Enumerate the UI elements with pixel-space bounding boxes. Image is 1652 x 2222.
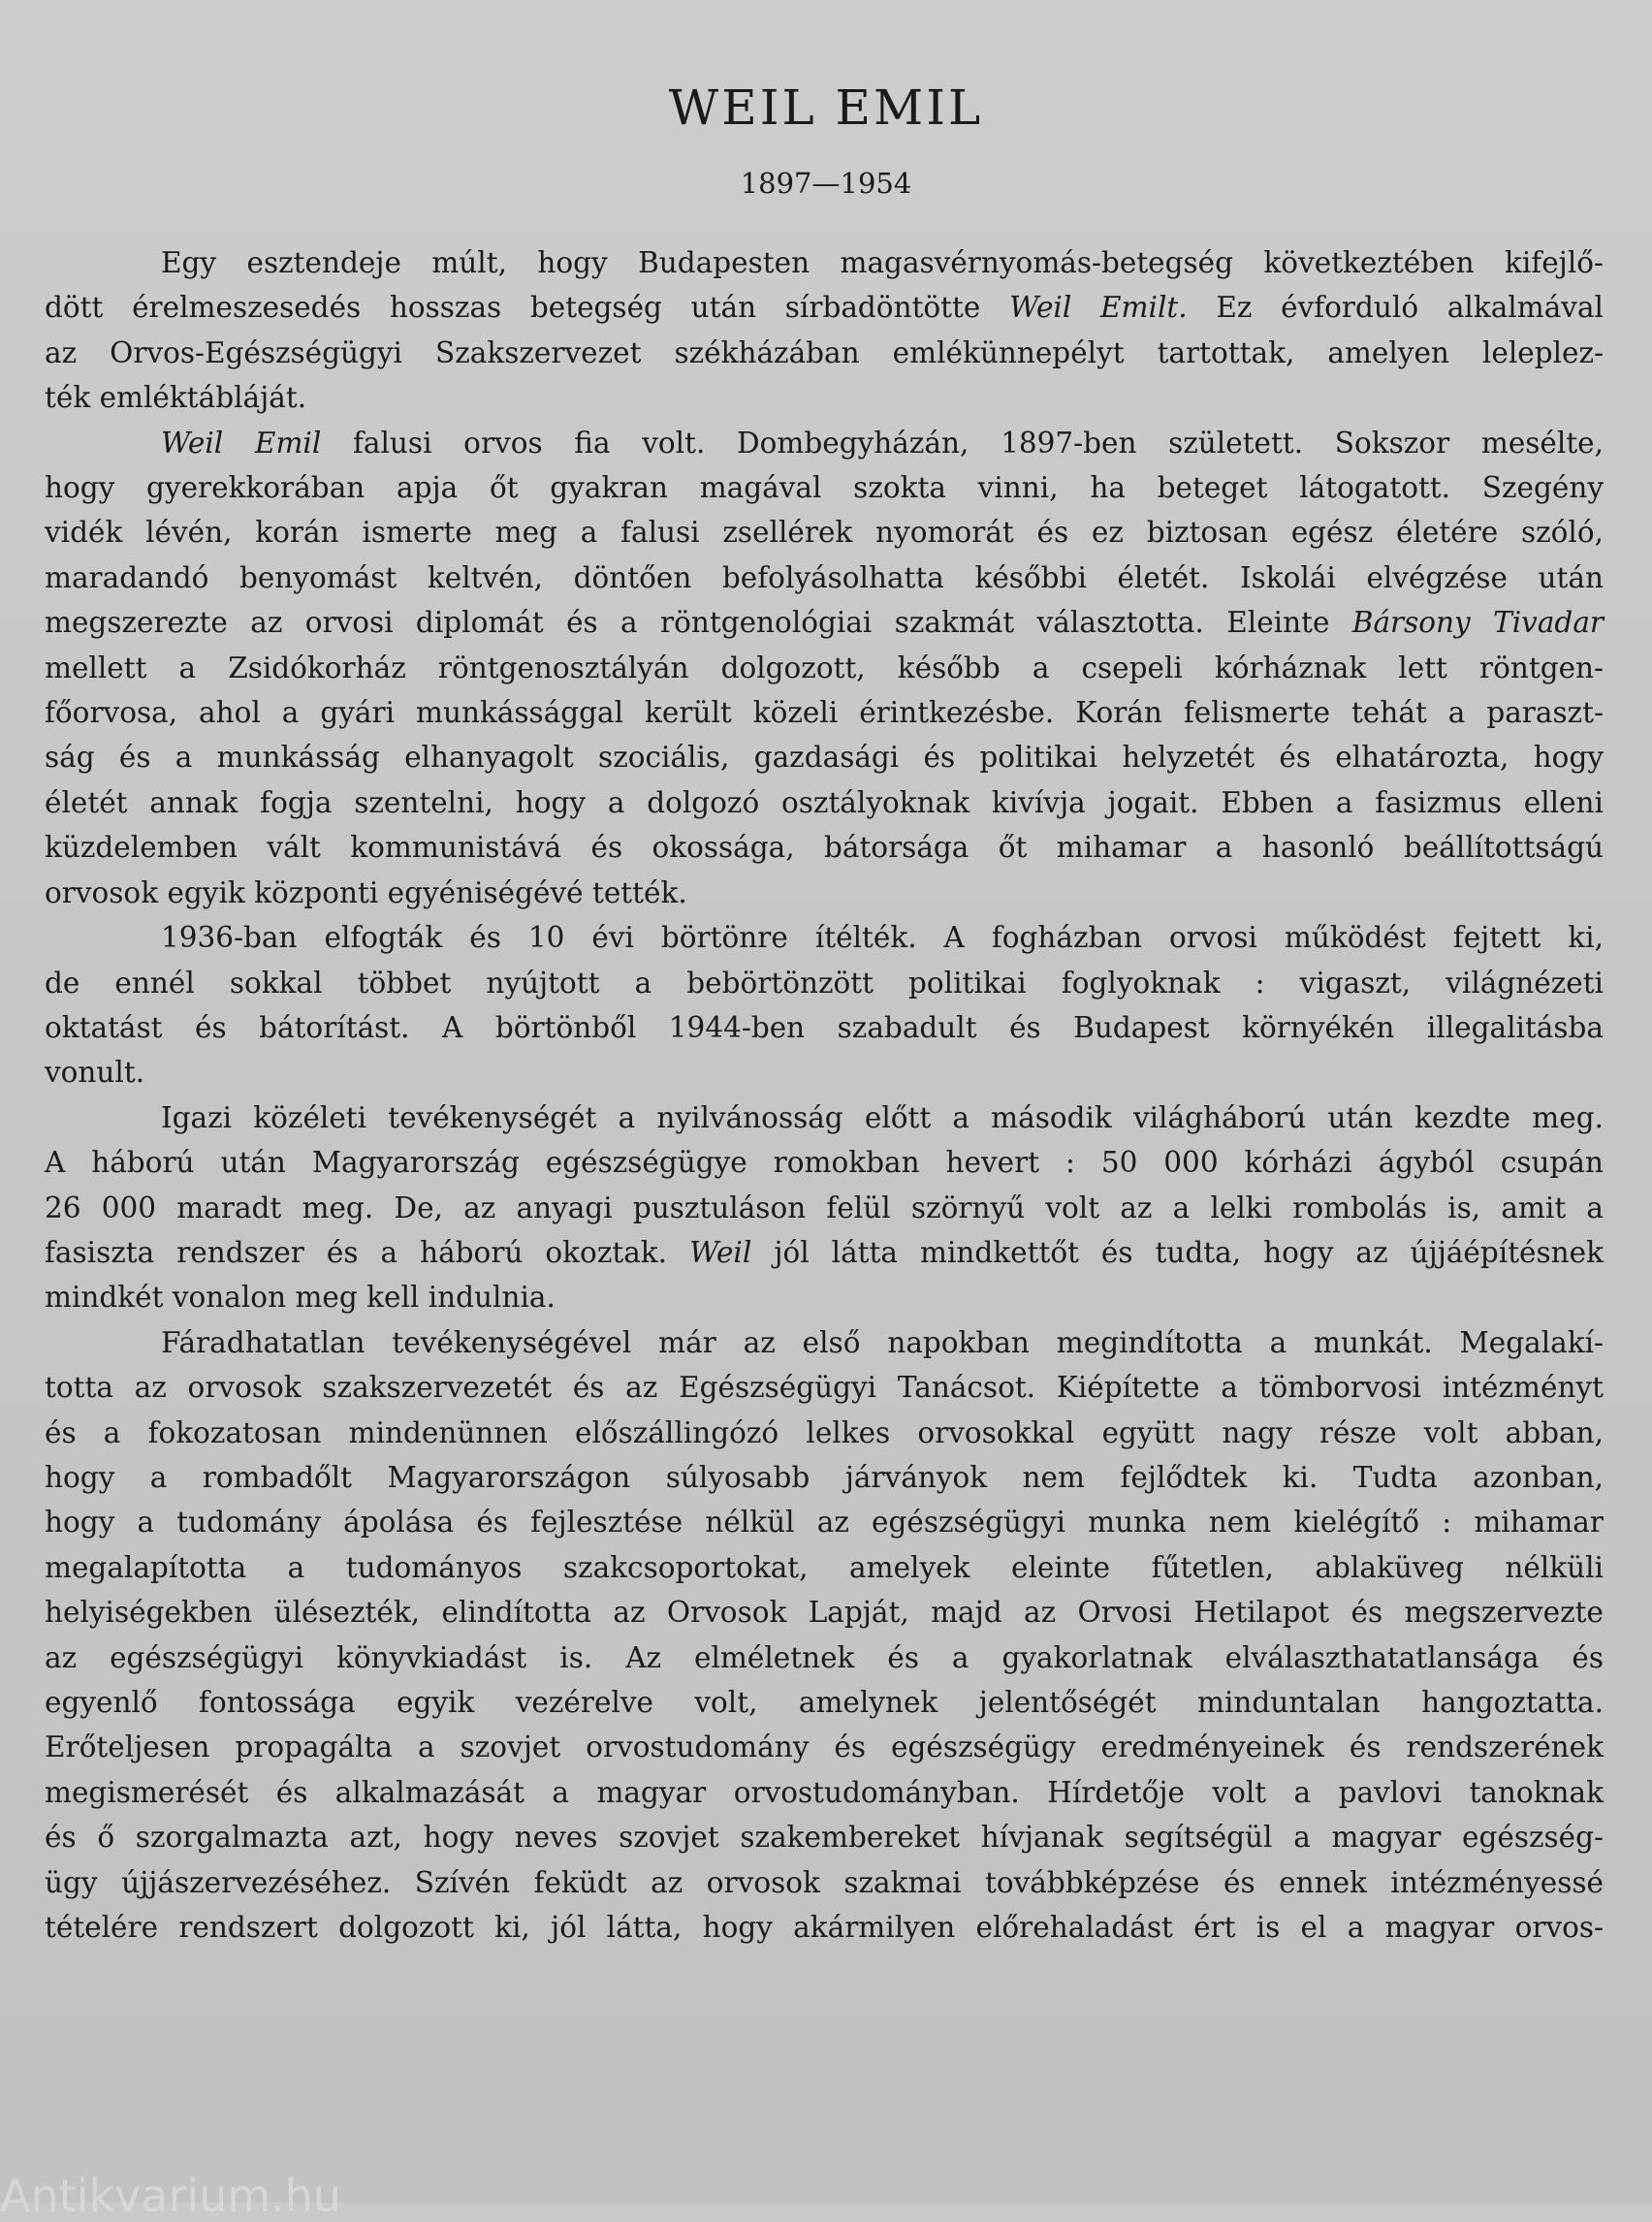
text-line: az egészségügyi könyvkiadást is. Az elméletnek és a gyakorlatnak elválaszthatatlansága és (45, 1640, 1604, 1674)
text-line: ügy újjászervezéséhez. Szívén feküdt az orvosok szakmai továbbképzése és ennek intézményessé (45, 1865, 1604, 1899)
text-line: hogy a tudomány ápolása és fejlesztése nélkül az egészségügyi munka nem kielégítő : mihamar (45, 1506, 1604, 1540)
text-line: életét annak fogja szentelni, hogy a dolgozó osztályoknak kivívja jogait. Ebben a fasizmus elleni (45, 785, 1604, 819)
text-line: egyenlő fontossága egyik vezérelve volt, amelynek jelentőségét minduntalan hangoztatta. (45, 1686, 1604, 1719)
life-years: 1897—1954 (740, 167, 912, 200)
text-line: megismerését és alkalmazását a magyar orvostudományban. Hírdetője volt a pavlovi tanoknak (45, 1775, 1604, 1809)
text-line: az Orvos-Egészségügyi Szakszervezet székházában emlékünnepélyt tartottak, amelyen leleplez- (45, 335, 1604, 369)
text-line: mellett a Zsidókorház röntgenosztályán dolgozott, később a csepeli kórháznak lett röntgen- (45, 651, 1604, 684)
text-line: Egy esztendeje múlt, hogy Budapesten magasvérnyomás-betegség következtében kifejlő- (161, 246, 1604, 279)
article-body (45, 240, 1604, 1950)
paragraph (45, 240, 1604, 421)
text-line: megalapította a tudományos szakcsoportokat, amelyek eleinte fűtetlen, ablaküveg nélküli (45, 1550, 1604, 1584)
text-line: orvosok egyik központi egyéniségévé tették. (45, 875, 687, 909)
text-line: küzdelemben vált kommunistává és okossága, bátorsága őt mihamar a hasonló beállítottságú (45, 831, 1604, 865)
italic-name: Bársony Tivadar (1351, 606, 1604, 640)
text-line: és ő szorgalmazta azt, hogy neves szovjet szakembereket hívjanak segítségül a magyar egészség- (45, 1821, 1604, 1855)
text-line: ték emléktábláját. (45, 381, 307, 415)
italic-name: Weil Emil (161, 426, 322, 460)
text-line: megszerezte az orvosi diplomát és a röntgenológiai szakmát választotta. Eleinte Bársony Tivadar (45, 606, 1604, 640)
text-line: dött érelmeszesedés hosszas betegség után sírbadöntötte Weil Emilt. Ez évforduló alkalmával (45, 291, 1604, 325)
text-line: maradandó benyomást keltvén, döntően befolyásolhatta későbbi életét. Iskolái elvégzése után (45, 560, 1604, 594)
text-line: fasiszta rendszer és a háború okoztak. Weil jól látta mindkettőt és tudta, hogy az újjáépítésnek (45, 1235, 1604, 1269)
text-line: 26 000 maradt meg. De, az anyagi pusztuláson felül szörnyű volt az a lelki rombolás is, amit a (45, 1190, 1604, 1224)
text-line: és a fokozatosan mindenünnen előszállingózó lelkes orvosokkal együtt nagy része volt abban, (45, 1415, 1604, 1449)
italic-name: Weil Emilt. (1009, 291, 1188, 325)
text-line: vonult. (45, 1056, 145, 1090)
paragraph (45, 915, 1604, 1095)
watermark: Antikvarium.hu (0, 2170, 342, 2222)
text-line: de ennél sokkal többet nyújtott a bebörtönzött politikai foglyoknak : vigaszt, világnézeti (45, 966, 1604, 1000)
paragraph (45, 1320, 1604, 1951)
text-line: tételére rendszert dolgozott ki, jól látta, hogy akármilyen előrehaladást ért is el a magyar orvos- (45, 1911, 1604, 1945)
text-line: Igazi közéleti tevékenységét a nyilvánosság előtt a második világháború után kezdte meg. (161, 1100, 1604, 1134)
text-line: hogy a rombadőlt Magyarországon súlyosabb járványok nem fejlődtek ki. Tudta azonban, (45, 1460, 1604, 1494)
text-line: mindkét vonalon meg kell indulnia. (45, 1281, 556, 1315)
text-line: oktatást és bátorítást. A börtönből 1944-ben szabadult és Budapest környékén illegalitásba (45, 1010, 1604, 1044)
paragraph (45, 421, 1604, 915)
text-line: 1936-ban elfogták és 10 évi börtönre ítélték. A fogházban orvosi működést fejtett ki, (161, 921, 1604, 955)
text-line: totta az orvosok szakszervezetét és az Egészségügyi Tanácsot. Kiépítette a tömborvosi intézményt (45, 1371, 1604, 1405)
text-line: főorvosa, ahol a gyári munkássággal került közeli érintkezésbe. Korán felismerte tehát a paraszt- (45, 696, 1604, 730)
paragraph (45, 1095, 1604, 1320)
text-line: Weil Emil falusi orvos fia volt. Dombegyházán, 1897-ben született. Sokszor mesélte, (161, 426, 1604, 460)
text-line: A háború után Magyarország egészségügye romokban hevert : 50 000 kórházi ágyból csupán (45, 1146, 1604, 1180)
text-line: Erőteljesen propagálta a szovjet orvostudomány és egészségügy eredményeinek és rendszerének (45, 1730, 1604, 1764)
text-line: ság és a munkásság elhanyagolt szociális, gazdasági és politikai helyzetét és elhatározta, hogy (45, 741, 1604, 775)
italic-name: Weil (689, 1235, 752, 1269)
article-title: WEIL EMIL (668, 79, 984, 136)
text-line: helyiségekben ülésezték, elindította az Orvosok Lapját, majd az Orvosi Hetilapot és megszervezte (45, 1596, 1604, 1630)
text-line: hogy gyerekkorában apja őt gyakran magával szokta vinni, ha beteget látogatott. Szegény (45, 471, 1604, 505)
text-line: Fáradhatatlan tevékenységével már az első napokban megindította a munkát. Megalakí- (161, 1325, 1604, 1359)
text-line: vidék lévén, korán ismerte meg a falusi zsellérek nyomorát és ez biztosan egész életére szóló, (45, 516, 1604, 550)
